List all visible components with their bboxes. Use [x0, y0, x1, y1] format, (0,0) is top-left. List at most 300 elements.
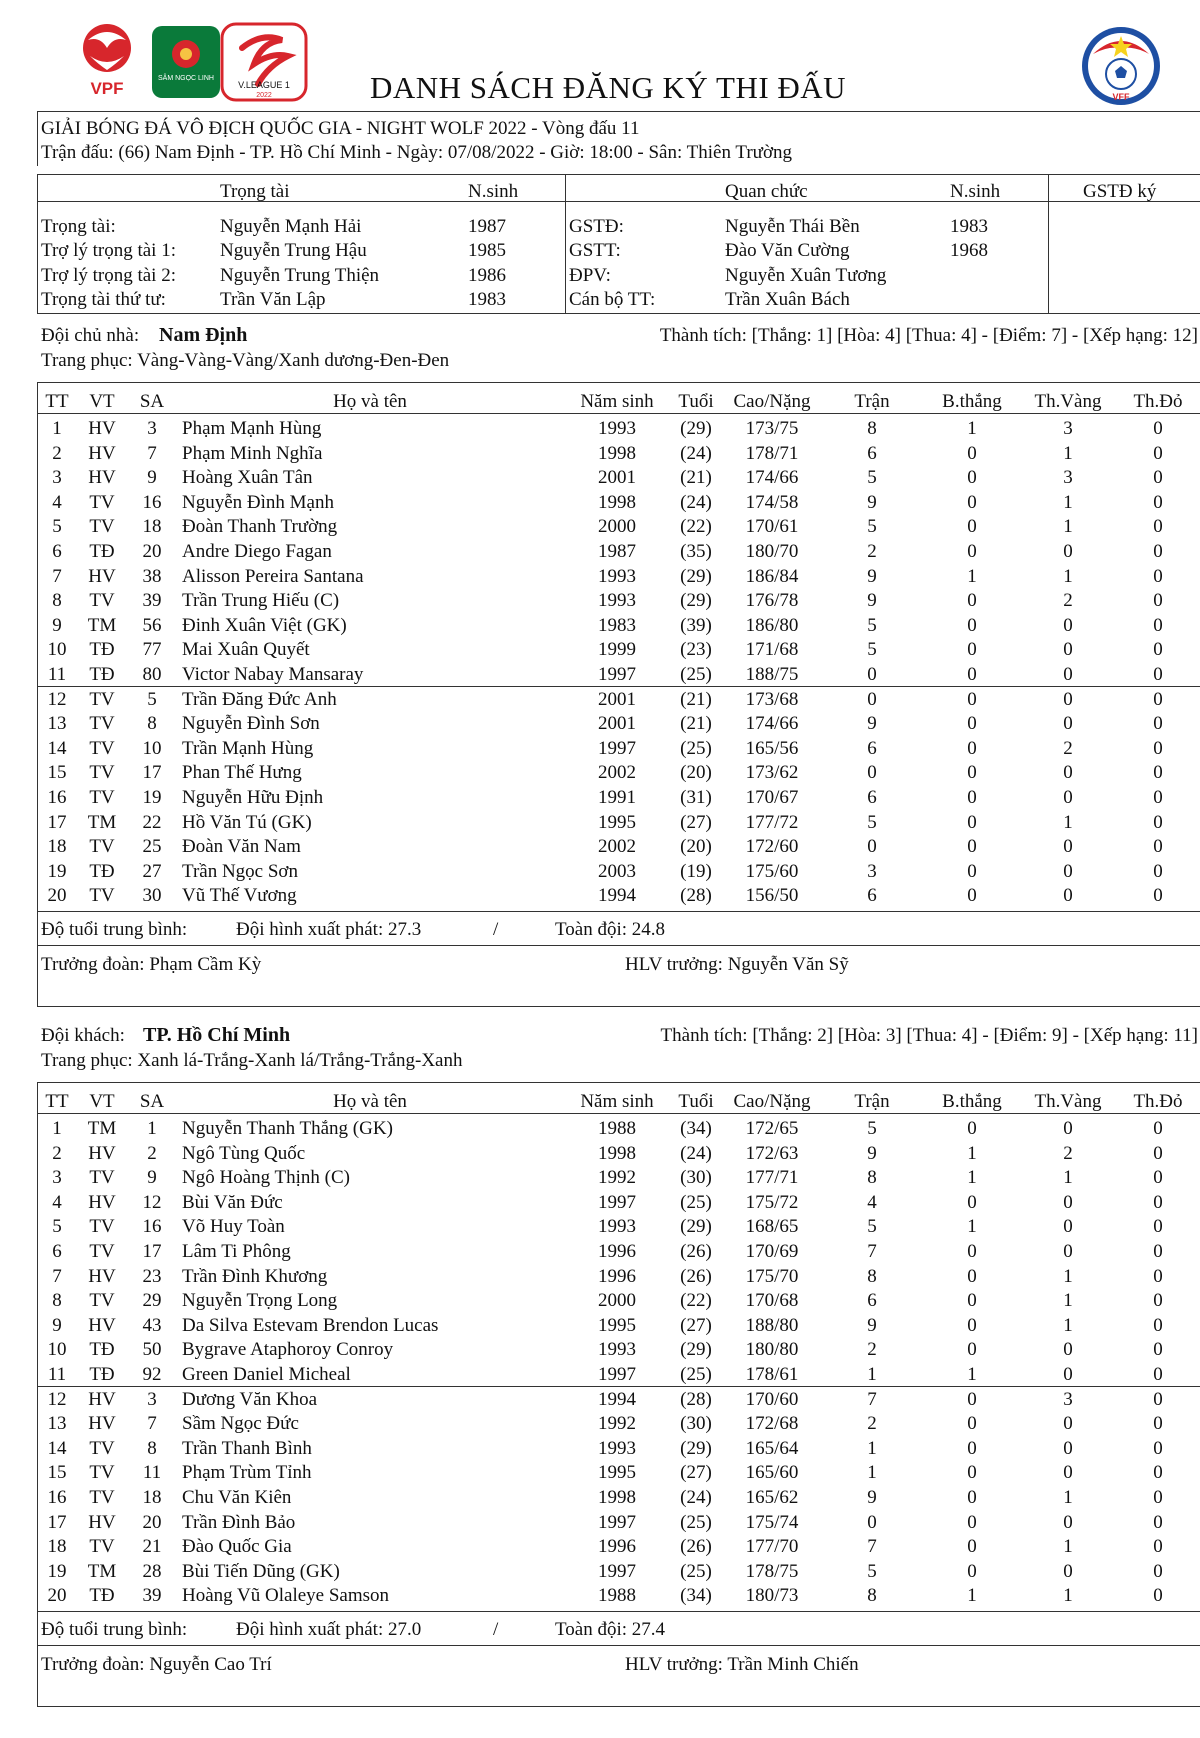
col-tt: 13: [47, 1413, 67, 1435]
col-age: (21): [680, 688, 712, 710]
team-manager: Trưởng đoàn: Nguyễn Cao Trí: [41, 1654, 272, 1675]
col-birth-year: 1998: [598, 1487, 636, 1508]
column-header: VT: [89, 391, 115, 412]
col-name: Trần Ngọc Sơn: [182, 860, 298, 882]
col-age: (35): [680, 541, 712, 562]
col-goals: 0: [967, 860, 977, 882]
col-red: 0: [1153, 664, 1163, 685]
col-vt: TM: [87, 811, 117, 833]
col-matches: 2: [867, 1413, 877, 1435]
col-vt: HV: [88, 467, 116, 489]
col-vt: TV: [89, 1216, 115, 1238]
vleague-logo-year: 2022: [256, 92, 272, 99]
col-goals: 0: [967, 467, 977, 489]
col-sa: 30: [142, 885, 162, 907]
col-birth-year: 1995: [598, 1462, 636, 1484]
col-matches: 6: [867, 737, 877, 759]
col-name: Victor Nabay Mansaray: [182, 664, 364, 685]
col-vt: TV: [89, 1536, 115, 1558]
col-goals: 0: [967, 688, 977, 710]
col-name: Da Silva Estevam Brendon Lucas: [182, 1314, 439, 1336]
col-yellow: 0: [1063, 639, 1073, 661]
col-sa: 20: [142, 541, 162, 562]
col-birth-year: 1988: [598, 1118, 636, 1139]
referee-birth: 1987: [468, 216, 506, 237]
divider: [37, 1113, 1200, 1114]
team-name: Nam Định: [159, 324, 248, 346]
col-matches: 5: [867, 516, 877, 538]
col-birth-year: 1996: [598, 1265, 636, 1287]
col-height-weight: 173/68: [745, 688, 799, 710]
col-vt: TM: [87, 1560, 117, 1582]
col-matches: 9: [867, 1487, 877, 1508]
divider: [37, 1006, 1200, 1007]
col-name: Trần Thanh Bình: [182, 1437, 312, 1459]
col-matches: 8: [867, 1265, 877, 1287]
column-header: SA: [139, 1091, 165, 1112]
col-name: Nguyễn Thanh Thắng (GK): [182, 1118, 393, 1139]
col-yellow: 2: [1063, 1142, 1073, 1164]
col-goals: 0: [967, 885, 977, 907]
col-red: 0: [1153, 811, 1163, 833]
col-age: (25): [680, 1511, 712, 1533]
col-age: (21): [680, 467, 712, 489]
col-name: Đào Quốc Gia: [182, 1536, 292, 1558]
official-name: Trần Xuân Bách: [725, 289, 850, 310]
divider: [565, 174, 566, 313]
col-red: 0: [1153, 1462, 1163, 1484]
col-birth-year: 1997: [598, 1560, 636, 1582]
col-tt: 20: [47, 885, 67, 907]
col-tt: 6: [52, 1241, 62, 1262]
referee-name: Nguyễn Trung Hậu: [220, 240, 367, 261]
col-sa: 18: [142, 516, 162, 538]
col-birth-year: 1988: [598, 1585, 636, 1607]
col-yellow: 0: [1063, 664, 1073, 685]
signature-header: GSTĐ ký: [1083, 181, 1157, 202]
column-header: B.thắng: [942, 1091, 1002, 1112]
col-yellow: 0: [1063, 614, 1073, 636]
col-goals: 0: [967, 713, 977, 735]
col-vt: HV: [88, 1265, 116, 1287]
col-red: 0: [1153, 639, 1163, 661]
avg-age-team: Toàn đội: 27.4: [555, 1619, 666, 1640]
col-vt: HV: [88, 565, 116, 587]
col-name: Phạm Mạnh Hùng: [182, 418, 322, 439]
col-birth-year: 1993: [598, 1339, 636, 1361]
col-height-weight: 173/75: [745, 418, 799, 439]
referee-role: Trọng tài:: [41, 216, 116, 237]
team-record: Thành tích: [Thắng: 2] [Hòa: 3] [Thua: 4] - [Điểm: 9] - [Xếp hạng: 11]: [660, 1025, 1198, 1046]
referee-role: Trọng tài thứ tư:: [41, 289, 166, 310]
col-yellow: 3: [1063, 467, 1073, 489]
official-role: GSTT:: [569, 240, 621, 261]
col-goals: 0: [967, 1241, 977, 1262]
col-vt: TĐ: [89, 639, 115, 661]
col-red: 0: [1153, 860, 1163, 882]
col-goals: 0: [967, 1462, 977, 1484]
col-sa: 3: [147, 418, 157, 439]
col-tt: 17: [47, 811, 67, 833]
col-birth-year: 1995: [598, 1314, 636, 1336]
col-sa: 80: [142, 664, 162, 685]
col-yellow: 0: [1063, 860, 1073, 882]
divider: [37, 1645, 1200, 1646]
col-age: (21): [680, 713, 712, 735]
col-birth-year: 1997: [598, 737, 636, 759]
avg-age-team: Toàn đội: 24.8: [555, 919, 666, 940]
col-goals: 0: [967, 1265, 977, 1287]
col-yellow: 1: [1063, 1167, 1073, 1189]
avg-age-starting: Đội hình xuất phát: 27.0: [236, 1619, 422, 1640]
col-height-weight: 170/61: [745, 516, 799, 538]
col-tt: 2: [52, 1142, 62, 1164]
col-yellow: 0: [1063, 836, 1073, 858]
col-height-weight: 178/61: [745, 1364, 799, 1385]
col-height-weight: 180/70: [745, 541, 799, 562]
col-goals: 0: [967, 1487, 977, 1508]
col-age: (34): [680, 1585, 712, 1607]
col-red: 0: [1153, 1413, 1163, 1435]
col-matches: 2: [867, 541, 877, 562]
col-name: Sầm Ngọc Đức: [182, 1413, 299, 1435]
col-birth-year: 2000: [598, 1290, 636, 1312]
col-age: (27): [680, 1314, 712, 1336]
col-yellow: 0: [1063, 787, 1073, 808]
col-red: 0: [1153, 1290, 1163, 1312]
col-goals: 0: [967, 1388, 977, 1410]
vleague-logo: [150, 22, 308, 104]
col-birth-year: 2002: [598, 762, 636, 784]
col-matches: 6: [867, 1290, 877, 1312]
col-height-weight: 172/60: [745, 836, 799, 858]
referee-header: Trọng tài: [220, 181, 290, 202]
col-name: Vũ Thế Vương: [182, 885, 297, 907]
team-label: Đội chủ nhà:: [41, 325, 140, 346]
col-height-weight: 188/80: [745, 1314, 799, 1336]
page-title: DANH SÁCH ĐĂNG KÝ THI ĐẤU: [370, 70, 847, 105]
col-matches: 3: [867, 860, 877, 882]
col-height-weight: 175/70: [745, 1265, 799, 1287]
col-red: 0: [1153, 614, 1163, 636]
col-vt: TV: [89, 787, 115, 808]
col-sa: 11: [142, 1462, 162, 1484]
divider: [37, 1611, 1200, 1612]
col-red: 0: [1153, 442, 1163, 464]
col-yellow: 0: [1063, 1364, 1073, 1385]
team-kit: Trang phục: Xanh lá-Trắng-Xanh lá/Trắng-Trắng-Xanh: [41, 1050, 463, 1071]
col-name: Mai Xuân Quyết: [182, 639, 310, 661]
col-tt: 12: [47, 1388, 67, 1410]
match-line: Trận đấu: (66) Nam Định - TP. Hồ Chí Minh - Ngày: 07/08/2022 - Giờ: 18:00 - Sân: Thiên Trường: [41, 142, 792, 163]
col-yellow: 1: [1063, 1265, 1073, 1287]
col-sa: 38: [142, 565, 162, 587]
column-header: Th.Vàng: [1034, 1091, 1102, 1112]
divider: [37, 201, 1200, 202]
col-matches: 0: [867, 1511, 877, 1533]
col-red: 0: [1153, 737, 1163, 759]
col-height-weight: 178/75: [745, 1560, 799, 1582]
col-tt: 18: [47, 1536, 67, 1558]
col-matches: 0: [867, 688, 877, 710]
divider: [37, 911, 38, 1006]
col-sa: 1: [147, 1118, 157, 1139]
col-age: (29): [680, 1216, 712, 1238]
col-red: 0: [1153, 762, 1163, 784]
col-birth-year: 1997: [598, 1364, 636, 1385]
official-name: Nguyễn Xuân Tương: [725, 265, 887, 286]
team-kit: Trang phục: Vàng-Vàng-Vàng/Xanh dương-Đen-Đen: [41, 350, 450, 371]
col-birth-year: 1997: [598, 664, 636, 685]
col-name: Võ Huy Toàn: [182, 1216, 285, 1238]
col-sa: 77: [142, 639, 162, 661]
col-yellow: 0: [1063, 1339, 1073, 1361]
col-red: 0: [1153, 1191, 1163, 1213]
col-birth-year: 2000: [598, 516, 636, 538]
col-sa: 56: [142, 614, 162, 636]
divider: [37, 313, 1200, 314]
col-goals: 0: [967, 516, 977, 538]
col-goals: 0: [967, 1118, 977, 1139]
col-sa: 16: [142, 1216, 162, 1238]
col-goals: 0: [967, 1314, 977, 1336]
col-yellow: 0: [1063, 1413, 1073, 1435]
col-name: Chu Văn Kiên: [182, 1487, 292, 1508]
col-goals: 1: [967, 1216, 977, 1238]
col-height-weight: 186/80: [745, 614, 799, 636]
col-height-weight: 174/58: [745, 491, 799, 513]
col-tt: 19: [47, 1560, 67, 1582]
column-header: Họ và tên: [333, 391, 407, 412]
col-birth-year: 2002: [598, 836, 636, 858]
column-header: Cao/Nặng: [733, 391, 811, 412]
col-yellow: 2: [1063, 590, 1073, 612]
col-height-weight: 170/69: [745, 1241, 799, 1262]
col-age: (26): [680, 1265, 712, 1287]
col-tt: 17: [47, 1511, 67, 1533]
col-red: 0: [1153, 1167, 1163, 1189]
col-red: 0: [1153, 565, 1163, 587]
col-name: Trần Mạnh Hùng: [182, 737, 314, 759]
col-name: Nguyễn Đình Mạnh: [182, 491, 334, 513]
col-height-weight: 177/72: [745, 811, 799, 833]
col-goals: 0: [967, 836, 977, 858]
col-goals: 0: [967, 1437, 977, 1459]
official-header: Quan chức: [725, 181, 808, 202]
col-matches: 6: [867, 787, 877, 808]
col-height-weight: 156/50: [745, 885, 799, 907]
col-tt: 14: [47, 737, 67, 759]
col-sa: 10: [142, 737, 162, 759]
col-name: Hồ Văn Tú (GK): [182, 811, 312, 833]
col-sa: 3: [147, 1388, 157, 1410]
col-tt: 2: [52, 442, 62, 464]
col-age: (24): [680, 1142, 712, 1164]
col-age: (22): [680, 1290, 712, 1312]
col-age: (29): [680, 1339, 712, 1361]
column-header: Tuổi: [678, 391, 714, 412]
col-sa: 7: [147, 1413, 157, 1435]
col-red: 0: [1153, 418, 1163, 439]
col-height-weight: 178/71: [745, 442, 799, 464]
col-matches: 9: [867, 491, 877, 513]
col-name: Trần Đình Bảo: [182, 1511, 296, 1533]
col-matches: 6: [867, 442, 877, 464]
col-height-weight: 177/71: [745, 1167, 799, 1189]
referee-name: Nguyễn Trung Thiện: [220, 265, 380, 286]
col-matches: 5: [867, 1560, 877, 1582]
col-matches: 7: [867, 1536, 877, 1558]
col-red: 0: [1153, 1487, 1163, 1508]
col-age: (20): [680, 762, 712, 784]
referee-birth: 1986: [468, 265, 506, 286]
col-tt: 18: [47, 836, 67, 858]
divider: [37, 111, 1200, 112]
col-yellow: 1: [1063, 1314, 1073, 1336]
col-age: (25): [680, 737, 712, 759]
col-red: 0: [1153, 787, 1163, 808]
col-vt: TV: [89, 836, 115, 858]
col-tt: 4: [52, 491, 62, 513]
col-name: Alisson Pereira Santana: [182, 565, 364, 587]
col-matches: 1: [867, 1462, 877, 1484]
col-tt: 20: [47, 1585, 67, 1607]
col-vt: TV: [89, 1167, 115, 1189]
divider: [37, 945, 1200, 946]
col-name: Đoàn Văn Nam: [182, 836, 301, 858]
col-height-weight: 165/60: [745, 1462, 799, 1484]
divider: [37, 174, 38, 313]
col-birth-year: 2001: [598, 713, 636, 735]
col-height-weight: 165/56: [745, 737, 799, 759]
col-sa: 92: [142, 1364, 162, 1385]
col-matches: 0: [867, 762, 877, 784]
col-name: Nguyễn Đình Sơn: [182, 713, 320, 735]
col-matches: 5: [867, 1118, 877, 1139]
col-age: (19): [680, 860, 712, 882]
col-age: (24): [680, 1487, 712, 1508]
col-name: Phan Thế Hưng: [182, 762, 302, 784]
col-height-weight: 172/65: [745, 1118, 799, 1139]
col-age: (31): [680, 787, 712, 808]
col-birth-year: 2001: [598, 467, 636, 489]
col-age: (25): [680, 1364, 712, 1385]
col-red: 0: [1153, 1118, 1163, 1139]
col-matches: 9: [867, 713, 877, 735]
column-header: TT: [45, 1091, 69, 1112]
col-vt: HV: [88, 442, 116, 464]
col-red: 0: [1153, 1241, 1163, 1262]
col-age: (28): [680, 1388, 712, 1410]
col-tt: 14: [47, 1437, 67, 1459]
col-goals: 0: [967, 787, 977, 808]
col-birth-year: 1993: [598, 590, 636, 612]
col-vt: TĐ: [89, 541, 115, 562]
column-header: Trận: [854, 391, 890, 412]
col-vt: TĐ: [89, 1339, 115, 1361]
col-goals: 0: [967, 442, 977, 464]
divider: [37, 911, 1200, 912]
vleague-logo-text: V.LEAGUE 1: [238, 80, 290, 90]
col-birth-year: 2003: [598, 860, 636, 882]
col-name: Bùi Văn Đức: [182, 1191, 283, 1213]
col-birth-year: 1983: [598, 614, 636, 636]
col-vt: TV: [89, 516, 115, 538]
col-age: (23): [680, 639, 712, 661]
col-yellow: 0: [1063, 1511, 1073, 1533]
col-age: (34): [680, 1118, 712, 1139]
col-yellow: 0: [1063, 1191, 1073, 1213]
col-red: 0: [1153, 541, 1163, 562]
divider: [37, 1706, 1200, 1707]
col-age: (24): [680, 442, 712, 464]
col-birth-year: 1994: [598, 1388, 636, 1410]
col-goals: 0: [967, 1191, 977, 1213]
col-red: 0: [1153, 1536, 1163, 1558]
col-name: Nguyễn Trọng Long: [182, 1290, 338, 1312]
col-tt: 3: [52, 467, 62, 489]
col-matches: 9: [867, 590, 877, 612]
avg-age-label: Độ tuổi trung bình:: [41, 1619, 188, 1640]
col-goals: 0: [967, 590, 977, 612]
col-goals: 0: [967, 762, 977, 784]
col-age: (25): [680, 664, 712, 685]
col-vt: TM: [87, 1118, 117, 1139]
col-yellow: 1: [1063, 1585, 1073, 1607]
col-yellow: 1: [1063, 1487, 1073, 1508]
col-sa: 27: [142, 860, 162, 882]
col-birth-year: 1997: [598, 1191, 636, 1213]
col-sa: 29: [142, 1290, 162, 1312]
col-yellow: 0: [1063, 713, 1073, 735]
col-birth-year: 1993: [598, 565, 636, 587]
column-header: Tuổi: [678, 1091, 714, 1112]
divider: [37, 174, 1200, 175]
col-age: (26): [680, 1241, 712, 1262]
col-sa: 17: [142, 1241, 162, 1262]
col-sa: 12: [142, 1191, 162, 1213]
official-birth-header: N.sinh: [950, 181, 1001, 202]
col-goals: 0: [967, 811, 977, 833]
column-header: TT: [45, 391, 69, 412]
col-vt: HV: [88, 1142, 116, 1164]
col-sa: 17: [142, 762, 162, 784]
col-height-weight: 180/73: [745, 1585, 799, 1607]
referee-name: Trần Văn Lập: [220, 289, 326, 310]
col-red: 0: [1153, 836, 1163, 858]
col-matches: 1: [867, 1437, 877, 1459]
divider: [37, 413, 1200, 414]
col-vt: TM: [87, 614, 117, 636]
col-matches: 0: [867, 836, 877, 858]
column-header: Trận: [854, 1091, 890, 1112]
col-yellow: 0: [1063, 1118, 1073, 1139]
col-name: Đoàn Thanh Trường: [182, 516, 338, 538]
col-age: (24): [680, 491, 712, 513]
col-age: (25): [680, 1560, 712, 1582]
col-age: (39): [680, 614, 712, 636]
col-height-weight: 168/65: [745, 1216, 799, 1238]
col-sa: 39: [142, 1585, 162, 1607]
col-vt: TV: [89, 1487, 115, 1508]
col-goals: 0: [967, 1413, 977, 1435]
col-sa: 25: [142, 836, 162, 858]
vpf-logo: [78, 22, 136, 100]
col-sa: 20: [142, 1511, 162, 1533]
col-birth-year: 1993: [598, 418, 636, 439]
head-coach: HLV trưởng: Trần Minh Chiến: [625, 1654, 859, 1675]
col-tt: 11: [47, 1364, 67, 1385]
